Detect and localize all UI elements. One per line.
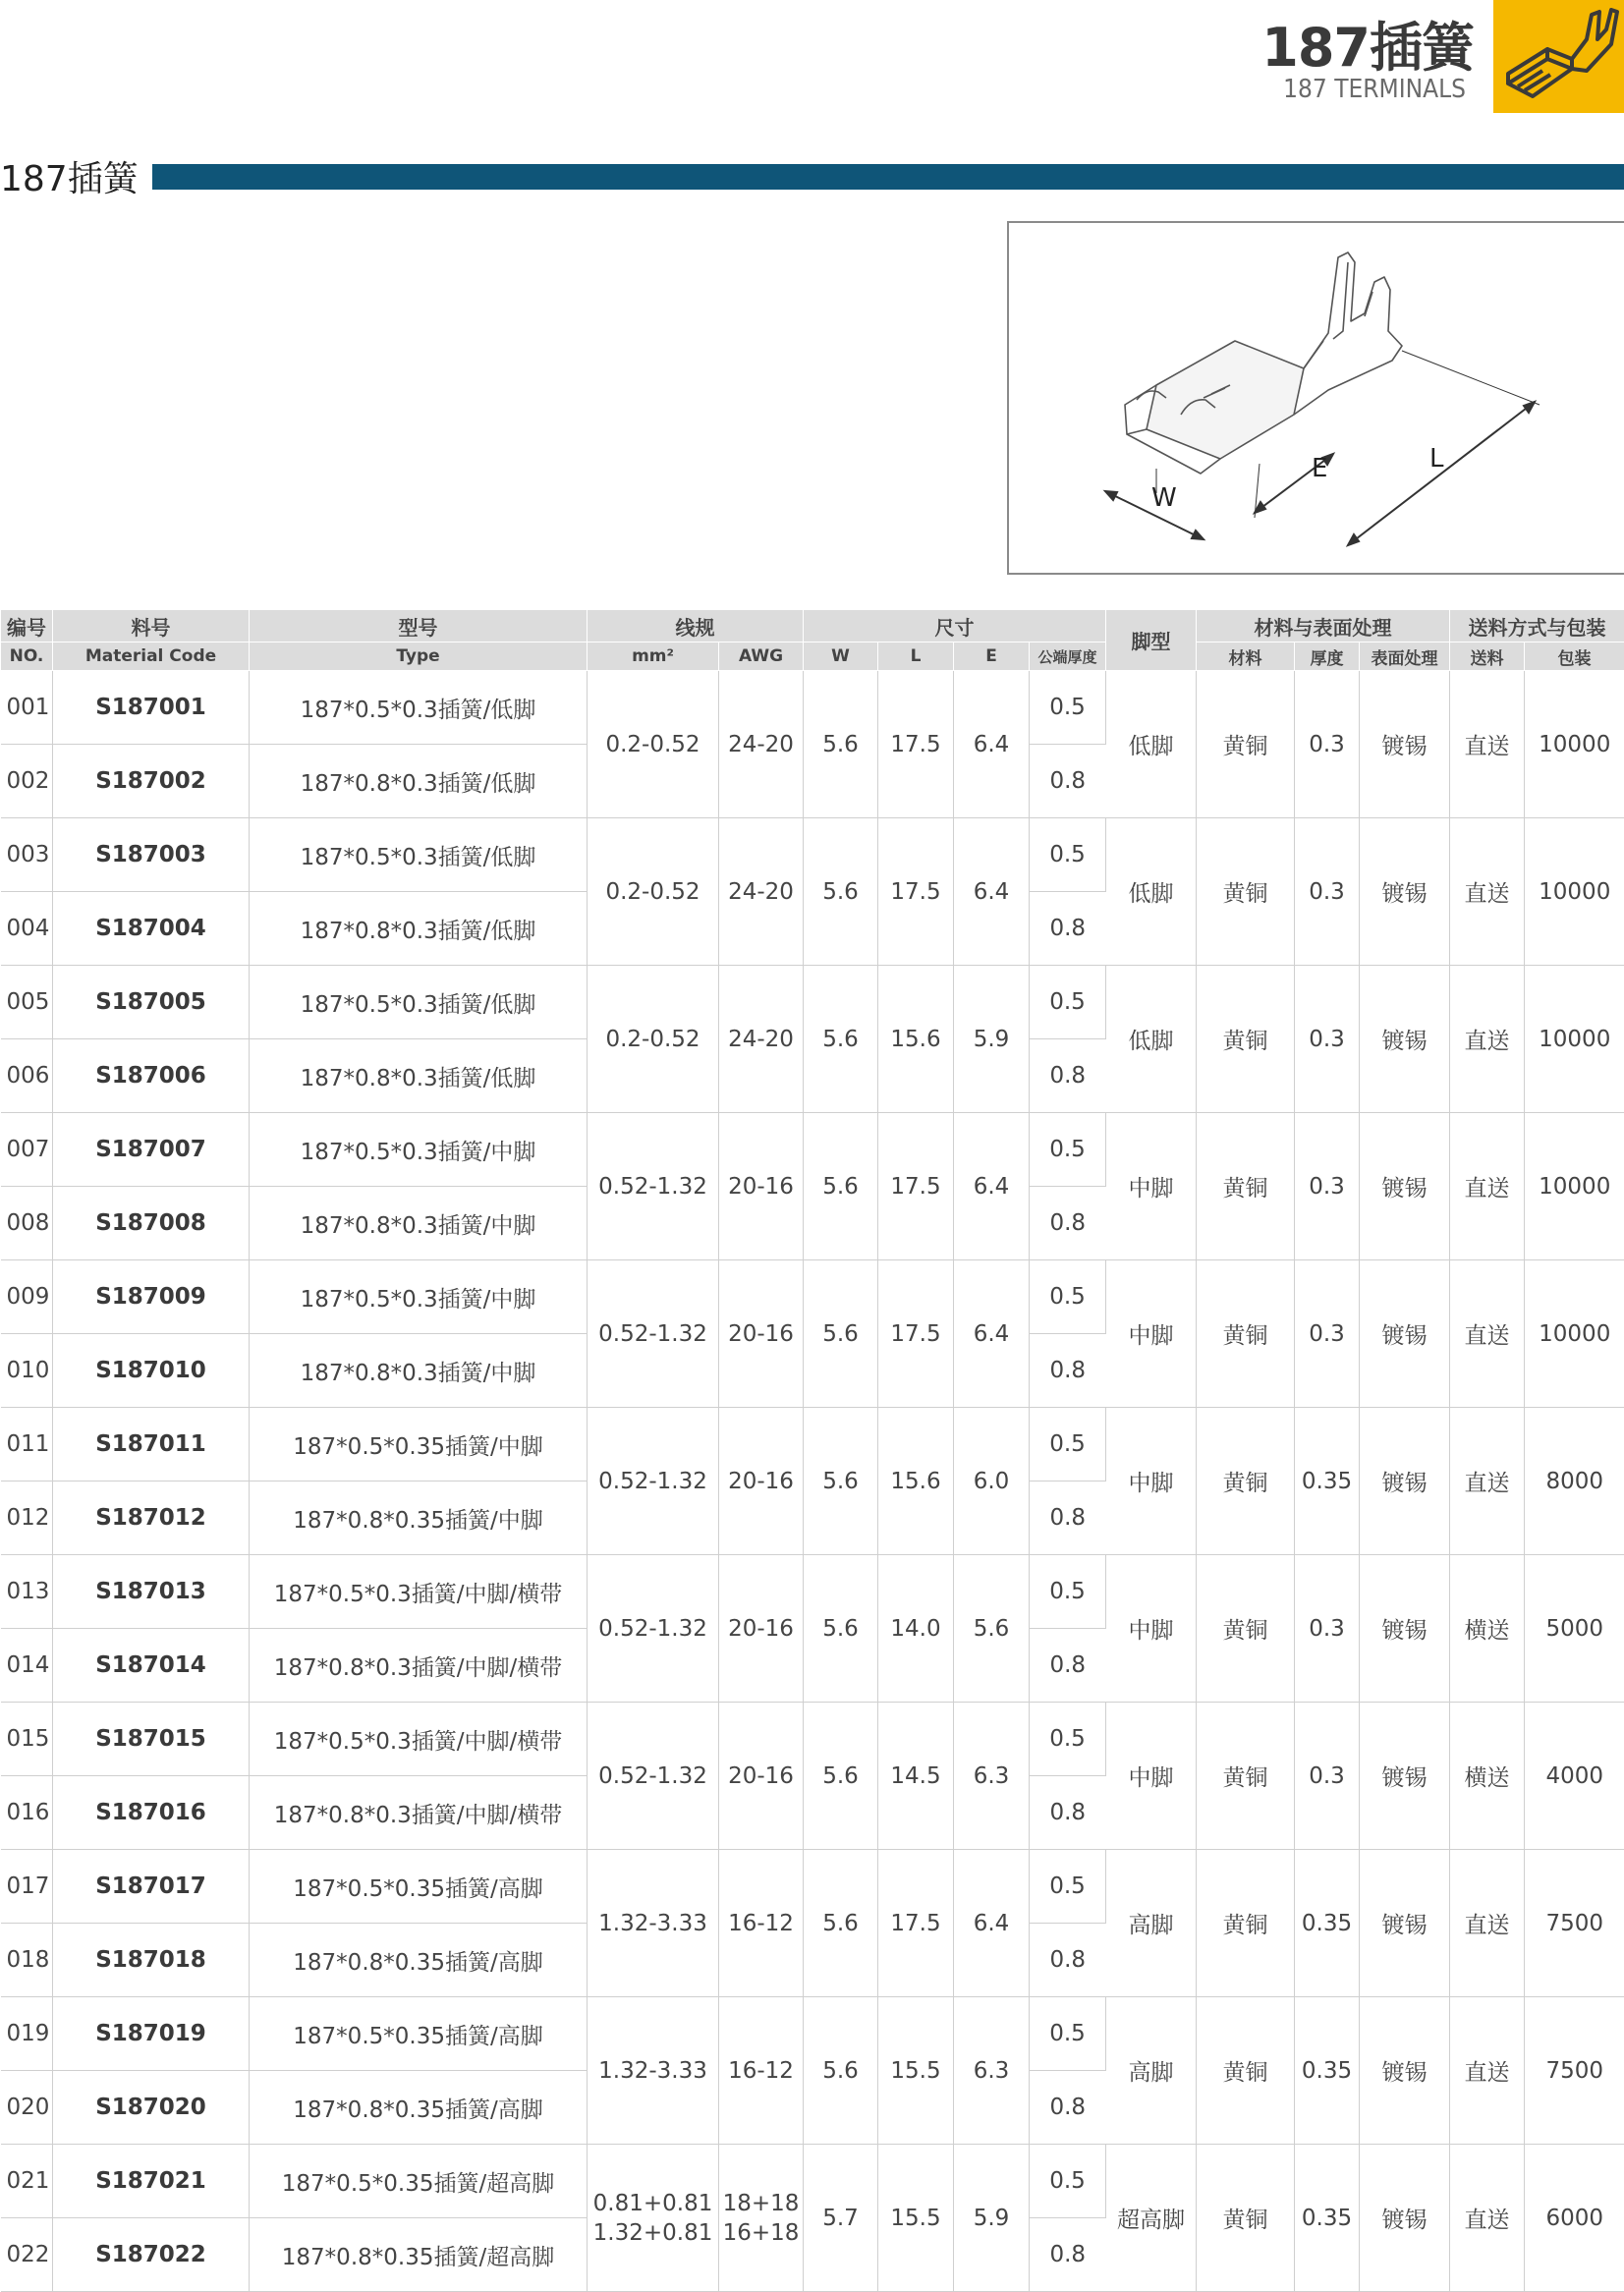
row-type: 187*0.5*0.3插簧/低脚 xyxy=(250,966,588,1039)
row-foot: 中脚 xyxy=(1106,1260,1197,1408)
row-surface: 镀锡 xyxy=(1360,671,1450,818)
table-row xyxy=(1,1850,1624,1924)
row-awg: 24-20 xyxy=(719,818,804,966)
row-material: 黄铜 xyxy=(1197,2145,1295,2292)
table-row xyxy=(1,1555,1624,1629)
table-row xyxy=(1,1260,1624,1334)
row-thick: 0.5 xyxy=(1030,1850,1106,1924)
row-mm2: 0.52-1.32 xyxy=(588,1555,719,1703)
header-pack-group: 送料方式与包装 xyxy=(1450,610,1624,643)
row-code: S187002 xyxy=(53,745,250,818)
row-foot: 低脚 xyxy=(1106,671,1197,818)
row-no: 013 xyxy=(1,1555,53,1629)
row-code: S187011 xyxy=(53,1408,250,1481)
row-pack: 10000 xyxy=(1525,1113,1624,1260)
row-pack: 10000 xyxy=(1525,671,1624,818)
row-l: 17.5 xyxy=(878,1113,954,1260)
row-no: 007 xyxy=(1,1113,53,1187)
row-surface: 镀锡 xyxy=(1360,966,1450,1113)
row-code: S187015 xyxy=(53,1703,250,1776)
row-thick: 0.8 xyxy=(1030,1629,1106,1703)
row-w: 5.6 xyxy=(804,671,878,818)
row-code: S187005 xyxy=(53,966,250,1039)
row-no: 012 xyxy=(1,1481,53,1555)
row-w: 5.6 xyxy=(804,1997,878,2145)
mm2-line-1: 0.81+0.81 xyxy=(593,2191,713,2216)
row-l: 15.5 xyxy=(878,1997,954,2145)
row-pack: 10000 xyxy=(1525,966,1624,1113)
awg-line-1: 18+18 xyxy=(723,2191,800,2216)
row-thickness: 0.35 xyxy=(1295,2145,1360,2292)
row-w: 5.6 xyxy=(804,1408,878,1555)
row-mm2: 0.52-1.32 xyxy=(588,1113,719,1260)
row-no: 003 xyxy=(1,818,53,892)
header-code: 料号 xyxy=(53,610,250,643)
row-l: 17.5 xyxy=(878,818,954,966)
row-thickness: 0.3 xyxy=(1295,818,1360,966)
row-feed: 横送 xyxy=(1450,1703,1525,1850)
row-surface: 镀锡 xyxy=(1360,1997,1450,2145)
mm2-line-2: 1.32+0.81 xyxy=(593,2220,713,2246)
row-material: 黄铜 xyxy=(1197,1850,1295,1997)
row-e: 6.4 xyxy=(954,1113,1030,1260)
row-no: 022 xyxy=(1,2218,53,2292)
table-row xyxy=(1,671,1624,745)
row-awg: 20-16 xyxy=(719,1703,804,1850)
row-e: 6.4 xyxy=(954,1260,1030,1408)
row-w: 5.6 xyxy=(804,1703,878,1850)
row-type: 187*0.5*0.35插簧/高脚 xyxy=(250,1997,588,2071)
row-mm2: 1.32-3.33 xyxy=(588,1850,719,1997)
row-no: 001 xyxy=(1,671,53,745)
row-code: S187007 xyxy=(53,1113,250,1187)
header-thickness: 厚度 xyxy=(1295,643,1360,671)
row-no: 015 xyxy=(1,1703,53,1776)
row-w: 5.6 xyxy=(804,1555,878,1703)
row-thick: 0.8 xyxy=(1030,892,1106,966)
row-type: 187*0.8*0.3插簧/中脚 xyxy=(250,1334,588,1408)
row-type: 187*0.8*0.3插簧/中脚/横带 xyxy=(250,1776,588,1850)
row-thick: 0.8 xyxy=(1030,2071,1106,2145)
row-material: 黄铜 xyxy=(1197,1997,1295,2145)
row-material: 黄铜 xyxy=(1197,966,1295,1113)
row-l: 17.5 xyxy=(878,671,954,818)
row-code: S187018 xyxy=(53,1924,250,1997)
row-thick: 0.5 xyxy=(1030,818,1106,892)
row-type: 187*0.5*0.3插簧/中脚 xyxy=(250,1260,588,1334)
row-foot: 中脚 xyxy=(1106,1408,1197,1555)
row-awg: 20-16 xyxy=(719,1408,804,1555)
dimension-l-label: L xyxy=(1429,444,1444,474)
row-type: 187*0.5*0.3插簧/低脚 xyxy=(250,671,588,745)
row-material: 黄铜 xyxy=(1197,1408,1295,1555)
row-feed: 直送 xyxy=(1450,2145,1525,2292)
header-mm2: mm² xyxy=(588,643,719,671)
row-code: S187004 xyxy=(53,892,250,966)
row-e: 6.3 xyxy=(954,1997,1030,2145)
row-type: 187*0.5*0.35插簧/超高脚 xyxy=(250,2145,588,2218)
table-row xyxy=(1,1408,1624,1481)
header-e: E xyxy=(954,643,1030,671)
row-awg: 20-16 xyxy=(719,1555,804,1703)
row-surface: 镀锡 xyxy=(1360,1555,1450,1703)
row-thick: 0.5 xyxy=(1030,2145,1106,2218)
header-thick: 公端厚度 xyxy=(1030,643,1106,671)
row-type: 187*0.5*0.3插簧/中脚/横带 xyxy=(250,1703,588,1776)
row-thick: 0.8 xyxy=(1030,1334,1106,1408)
row-thick: 0.5 xyxy=(1030,1703,1106,1776)
row-foot: 高脚 xyxy=(1106,1850,1197,1997)
row-no: 019 xyxy=(1,1997,53,2071)
row-thick: 0.5 xyxy=(1030,1260,1106,1334)
row-surface: 镀锡 xyxy=(1360,1113,1450,1260)
row-no: 005 xyxy=(1,966,53,1039)
brand-logo-box xyxy=(1493,0,1624,113)
awg-line-2: 16+18 xyxy=(723,2220,800,2246)
row-e: 5.9 xyxy=(954,966,1030,1113)
row-awg xyxy=(719,2145,804,2292)
row-pack: 8000 xyxy=(1525,1408,1624,1555)
spec-table xyxy=(0,609,1624,2292)
row-thick: 0.5 xyxy=(1030,1997,1106,2071)
row-l: 17.5 xyxy=(878,1260,954,1408)
row-e: 6.0 xyxy=(954,1408,1030,1555)
row-type: 187*0.8*0.3插簧/中脚/横带 xyxy=(250,1629,588,1703)
row-w: 5.6 xyxy=(804,1850,878,1997)
row-material: 黄铜 xyxy=(1197,1260,1295,1408)
row-type: 187*0.5*0.3插簧/低脚 xyxy=(250,818,588,892)
row-e: 6.4 xyxy=(954,1850,1030,1997)
row-thickness: 0.3 xyxy=(1295,966,1360,1113)
dimension-e-label: E xyxy=(1312,454,1327,483)
row-l: 14.0 xyxy=(878,1555,954,1703)
row-code: S187014 xyxy=(53,1629,250,1703)
row-l: 15.6 xyxy=(878,966,954,1113)
terminal-drawing xyxy=(1009,223,1624,577)
row-no: 006 xyxy=(1,1039,53,1113)
row-pack: 10000 xyxy=(1525,818,1624,966)
row-surface: 镀锡 xyxy=(1360,818,1450,966)
row-awg: 24-20 xyxy=(719,966,804,1113)
table-row xyxy=(1,818,1624,892)
header-type-en: Type xyxy=(250,643,588,671)
row-type: 187*0.8*0.35插簧/高脚 xyxy=(250,1924,588,1997)
row-type: 187*0.5*0.3插簧/中脚 xyxy=(250,1113,588,1187)
spec-table-body xyxy=(1,671,1624,2292)
row-surface: 镀锡 xyxy=(1360,1260,1450,1408)
table-row xyxy=(1,1703,1624,1776)
row-pack: 4000 xyxy=(1525,1703,1624,1850)
header-surface: 表面处理 xyxy=(1360,643,1450,671)
row-code: S187019 xyxy=(53,1997,250,2071)
terminal-diagram xyxy=(1007,221,1624,575)
table-row xyxy=(1,2145,1624,2218)
row-material: 黄铜 xyxy=(1197,671,1295,818)
row-e: 6.3 xyxy=(954,1703,1030,1850)
row-feed: 直送 xyxy=(1450,1408,1525,1555)
row-e: 6.4 xyxy=(954,818,1030,966)
row-material: 黄铜 xyxy=(1197,818,1295,966)
header-size: 尺寸 xyxy=(804,610,1106,643)
row-thick: 0.8 xyxy=(1030,1776,1106,1850)
row-pack: 5000 xyxy=(1525,1555,1624,1703)
row-w: 5.6 xyxy=(804,966,878,1113)
row-thick: 0.8 xyxy=(1030,1924,1106,1997)
row-type: 187*0.8*0.3插簧/低脚 xyxy=(250,745,588,818)
row-thick: 0.5 xyxy=(1030,1408,1106,1481)
row-type: 187*0.8*0.3插簧/中脚 xyxy=(250,1187,588,1260)
row-mm2: 0.2-0.52 xyxy=(588,671,719,818)
row-l: 14.5 xyxy=(878,1703,954,1850)
row-pack: 7500 xyxy=(1525,1850,1624,1997)
row-no: 018 xyxy=(1,1924,53,1997)
row-awg: 20-16 xyxy=(719,1260,804,1408)
row-foot: 中脚 xyxy=(1106,1113,1197,1260)
header-awg: AWG xyxy=(719,643,804,671)
row-l: 15.6 xyxy=(878,1408,954,1555)
row-no: 020 xyxy=(1,2071,53,2145)
row-w: 5.6 xyxy=(804,1113,878,1260)
row-code: S187017 xyxy=(53,1850,250,1924)
row-foot: 超高脚 xyxy=(1106,2145,1197,2292)
brand-title: 187插簧 xyxy=(1238,6,1474,82)
row-code: S187008 xyxy=(53,1187,250,1260)
row-type: 187*0.8*0.3插簧/低脚 xyxy=(250,892,588,966)
row-awg: 24-20 xyxy=(719,671,804,818)
row-feed: 直送 xyxy=(1450,1260,1525,1408)
row-material: 黄铜 xyxy=(1197,1555,1295,1703)
row-foot: 中脚 xyxy=(1106,1703,1197,1850)
header-pack: 包装 xyxy=(1525,643,1624,671)
row-code: S187012 xyxy=(53,1481,250,1555)
brand-subtitle: 187 TERMINALS xyxy=(1238,75,1466,104)
row-mm2: 0.52-1.32 xyxy=(588,1408,719,1555)
row-feed: 直送 xyxy=(1450,1850,1525,1997)
row-no: 008 xyxy=(1,1187,53,1260)
table-row xyxy=(1,1113,1624,1187)
row-thickness: 0.3 xyxy=(1295,671,1360,818)
row-surface: 镀锡 xyxy=(1360,1408,1450,1555)
row-material: 黄铜 xyxy=(1197,1703,1295,1850)
row-thick: 0.5 xyxy=(1030,966,1106,1039)
row-thick: 0.8 xyxy=(1030,1481,1106,1555)
row-code: S187016 xyxy=(53,1776,250,1850)
table-row xyxy=(1,966,1624,1039)
row-code: S187009 xyxy=(53,1260,250,1334)
row-mm2: 0.2-0.52 xyxy=(588,818,719,966)
row-e: 6.4 xyxy=(954,671,1030,818)
row-surface: 镀锡 xyxy=(1360,2145,1450,2292)
row-w: 5.7 xyxy=(804,2145,878,2292)
table-row xyxy=(1,1997,1624,2071)
row-mm2: 0.52-1.32 xyxy=(588,1703,719,1850)
row-thickness: 0.35 xyxy=(1295,1997,1360,2145)
row-code: S187006 xyxy=(53,1039,250,1113)
row-awg: 16-12 xyxy=(719,1850,804,1997)
row-mm2 xyxy=(588,2145,719,2292)
row-no: 004 xyxy=(1,892,53,966)
row-thick: 0.8 xyxy=(1030,2218,1106,2292)
row-feed: 直送 xyxy=(1450,818,1525,966)
row-awg: 20-16 xyxy=(719,1113,804,1260)
row-no: 011 xyxy=(1,1408,53,1481)
row-thick: 0.5 xyxy=(1030,671,1106,745)
row-code: S187020 xyxy=(53,2071,250,2145)
row-no: 016 xyxy=(1,1776,53,1850)
row-no: 010 xyxy=(1,1334,53,1408)
section-title: 187插簧 xyxy=(0,151,139,201)
row-code: S187003 xyxy=(53,818,250,892)
row-thickness: 0.3 xyxy=(1295,1260,1360,1408)
row-e: 5.6 xyxy=(954,1555,1030,1703)
header-foot: 脚型 xyxy=(1106,610,1197,671)
row-type: 187*0.8*0.3插簧/低脚 xyxy=(250,1039,588,1113)
row-feed: 直送 xyxy=(1450,1997,1525,2145)
row-thick: 0.5 xyxy=(1030,1113,1106,1187)
header-no: 编号 xyxy=(1,610,53,643)
row-pack: 7500 xyxy=(1525,1997,1624,2145)
header-type: 型号 xyxy=(250,610,588,643)
row-code: S187001 xyxy=(53,671,250,745)
row-type: 187*0.5*0.35插簧/高脚 xyxy=(250,1850,588,1924)
row-pack: 6000 xyxy=(1525,2145,1624,2292)
header-code-en: Material Code xyxy=(53,643,250,671)
row-foot: 低脚 xyxy=(1106,966,1197,1113)
header-w: W xyxy=(804,643,878,671)
row-no: 021 xyxy=(1,2145,53,2218)
row-foot: 中脚 xyxy=(1106,1555,1197,1703)
row-w: 5.6 xyxy=(804,1260,878,1408)
row-w: 5.6 xyxy=(804,818,878,966)
row-type: 187*0.5*0.3插簧/中脚/横带 xyxy=(250,1555,588,1629)
row-no: 014 xyxy=(1,1629,53,1703)
row-thick: 0.8 xyxy=(1030,1187,1106,1260)
row-code: S187010 xyxy=(53,1334,250,1408)
row-mm2: 0.2-0.52 xyxy=(588,966,719,1113)
terminal-icon xyxy=(1493,0,1624,113)
row-thick: 0.5 xyxy=(1030,1555,1106,1629)
row-thick: 0.8 xyxy=(1030,1039,1106,1113)
row-code: S187013 xyxy=(53,1555,250,1629)
header-l: L xyxy=(878,643,954,671)
header-material-group: 材料与表面处理 xyxy=(1197,610,1450,643)
row-thickness: 0.35 xyxy=(1295,1850,1360,1997)
row-thick: 0.8 xyxy=(1030,745,1106,818)
row-l: 17.5 xyxy=(878,1850,954,1997)
dimension-w-label: W xyxy=(1151,483,1177,513)
row-l: 15.5 xyxy=(878,2145,954,2292)
row-foot: 高脚 xyxy=(1106,1997,1197,2145)
row-thickness: 0.35 xyxy=(1295,1408,1360,1555)
row-no: 017 xyxy=(1,1850,53,1924)
row-feed: 横送 xyxy=(1450,1555,1525,1703)
row-material: 黄铜 xyxy=(1197,1113,1295,1260)
row-thickness: 0.3 xyxy=(1295,1555,1360,1703)
header-material: 材料 xyxy=(1197,643,1295,671)
header-no-en: NO. xyxy=(1,643,53,671)
row-mm2: 1.32-3.33 xyxy=(588,1997,719,2145)
row-mm2: 0.52-1.32 xyxy=(588,1260,719,1408)
row-type: 187*0.8*0.35插簧/高脚 xyxy=(250,2071,588,2145)
row-type: 187*0.8*0.35插簧/超高脚 xyxy=(250,2218,588,2292)
row-feed: 直送 xyxy=(1450,1113,1525,1260)
row-code: S187022 xyxy=(53,2218,250,2292)
row-thickness: 0.3 xyxy=(1295,1703,1360,1850)
row-type: 187*0.8*0.35插簧/中脚 xyxy=(250,1481,588,1555)
row-no: 002 xyxy=(1,745,53,818)
section-divider-bar xyxy=(152,164,1624,190)
row-type: 187*0.5*0.35插簧/中脚 xyxy=(250,1408,588,1481)
row-awg: 16-12 xyxy=(719,1997,804,2145)
row-surface: 镀锡 xyxy=(1360,1703,1450,1850)
row-feed: 直送 xyxy=(1450,671,1525,818)
row-feed: 直送 xyxy=(1450,966,1525,1113)
row-code: S187021 xyxy=(53,2145,250,2218)
row-pack: 10000 xyxy=(1525,1260,1624,1408)
row-no: 009 xyxy=(1,1260,53,1334)
header-feed: 送料 xyxy=(1450,643,1525,671)
row-foot: 低脚 xyxy=(1106,818,1197,966)
header-wire: 线规 xyxy=(588,610,804,643)
row-thickness: 0.3 xyxy=(1295,1113,1360,1260)
row-surface: 镀锡 xyxy=(1360,1850,1450,1997)
row-e: 5.9 xyxy=(954,2145,1030,2292)
